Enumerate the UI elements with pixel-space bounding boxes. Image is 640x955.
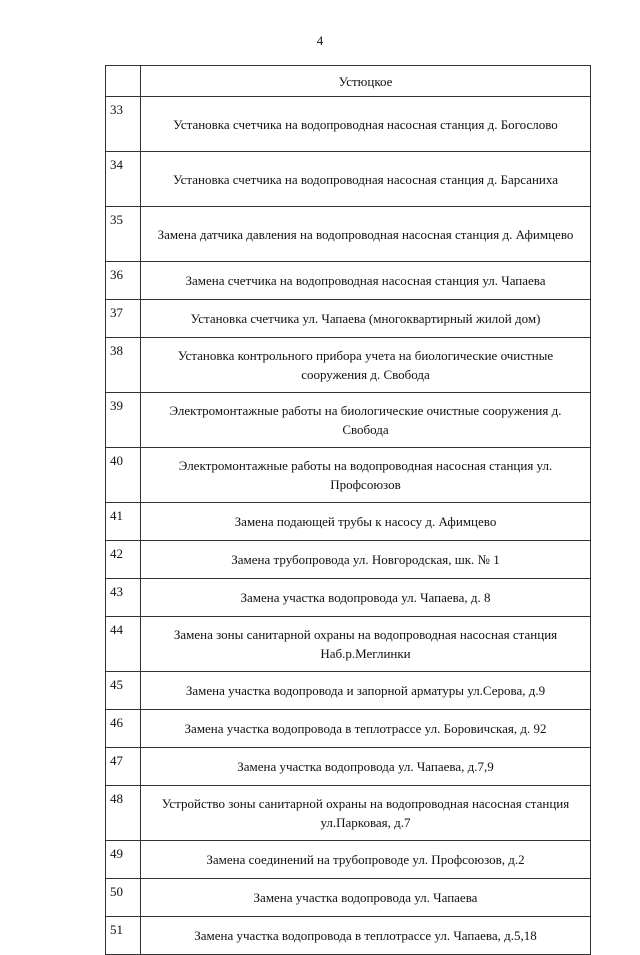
- row-description: Установка счетчика ул. Чапаева (многоквартирный жилой дом): [141, 300, 591, 338]
- row-description: Замена участка водопровода ул. Чапаева, д. 8: [141, 579, 591, 617]
- row-description: Замена участка водопровода в теплотрассе ул. Боровичская, д. 92: [141, 710, 591, 748]
- section-header-row: [106, 66, 591, 97]
- row-number: 47: [106, 748, 141, 786]
- row-number: 50: [106, 879, 141, 917]
- row-description: Замена счетчика на водопроводная насосная станция ул. Чапаева: [141, 262, 591, 300]
- row-number: 48: [106, 786, 141, 841]
- table-row: [106, 338, 591, 393]
- row-number: 44: [106, 617, 141, 672]
- table-row: [106, 448, 591, 503]
- row-description: Замена участка водопровода и запорной арматуры ул.Серова, д.9: [141, 672, 591, 710]
- table-row: [106, 579, 591, 617]
- row-number: 34: [106, 152, 141, 207]
- table-row: [106, 879, 591, 917]
- table-row: [106, 672, 591, 710]
- row-number: 37: [106, 300, 141, 338]
- table-row: [106, 541, 591, 579]
- row-description: Замена участка водопровода ул. Чапаева, д.7,9: [141, 748, 591, 786]
- row-description: Замена зоны санитарной охраны на водопроводная насосная станция Наб.р.Меглинки: [141, 617, 591, 672]
- row-description: Установка счетчика на водопроводная насосная станция д. Барсаниха: [141, 152, 591, 207]
- row-description: Замена участка водопровода в теплотрассе ул. Чапаева, д.5,18: [141, 917, 591, 955]
- table-row: [106, 748, 591, 786]
- row-description: Установка счетчика на водопроводная насосная станция д. Богослово: [141, 97, 591, 152]
- row-description: Электромонтажные работы на биологические очистные сооружения д. Свобода: [141, 393, 591, 448]
- table-row: [106, 786, 591, 841]
- row-description: Замена участка водопровода ул. Чапаева: [141, 879, 591, 917]
- row-description: Установка контрольного прибора учета на биологические очистные сооружения д. Свобода: [141, 338, 591, 393]
- row-number: 38: [106, 338, 141, 393]
- table-row: [106, 207, 591, 262]
- table-row: [106, 710, 591, 748]
- table-row: [106, 262, 591, 300]
- table-row: [106, 152, 591, 207]
- row-number: 49: [106, 841, 141, 879]
- row-description: Замена датчика давления на водопроводная насосная станция д. Афимцево: [141, 207, 591, 262]
- row-description: Устройство зоны санитарной охраны на водопроводная насосная станция ул.Парковая, д.7: [141, 786, 591, 841]
- row-number: 43: [106, 579, 141, 617]
- table-row: [106, 97, 591, 152]
- row-number: 46: [106, 710, 141, 748]
- row-number: 41: [106, 503, 141, 541]
- table-row: [106, 841, 591, 879]
- row-number: 40: [106, 448, 141, 503]
- table-row: [106, 917, 591, 955]
- row-number: 39: [106, 393, 141, 448]
- works-table: [105, 65, 591, 955]
- row-number: 42: [106, 541, 141, 579]
- section-number-cell: [106, 66, 141, 97]
- section-title: Устюцкое: [141, 66, 591, 97]
- table-row: [106, 393, 591, 448]
- row-number: 35: [106, 207, 141, 262]
- row-number: 33: [106, 97, 141, 152]
- page-number: 4: [316, 33, 324, 48]
- table-row: [106, 300, 591, 338]
- row-number: 51: [106, 917, 141, 955]
- table-row: [106, 503, 591, 541]
- row-description: Замена соединений на трубопроводе ул. Профсоюзов, д.2: [141, 841, 591, 879]
- row-number: 45: [106, 672, 141, 710]
- row-number: 36: [106, 262, 141, 300]
- row-description: Замена подающей трубы к насосу д. Афимцево: [141, 503, 591, 541]
- row-description: Электромонтажные работы на водопроводная насосная станция ул. Профсоюзов: [141, 448, 591, 503]
- table-row: [106, 617, 591, 672]
- row-description: Замена трубопровода ул. Новгородская, шк. № 1: [141, 541, 591, 579]
